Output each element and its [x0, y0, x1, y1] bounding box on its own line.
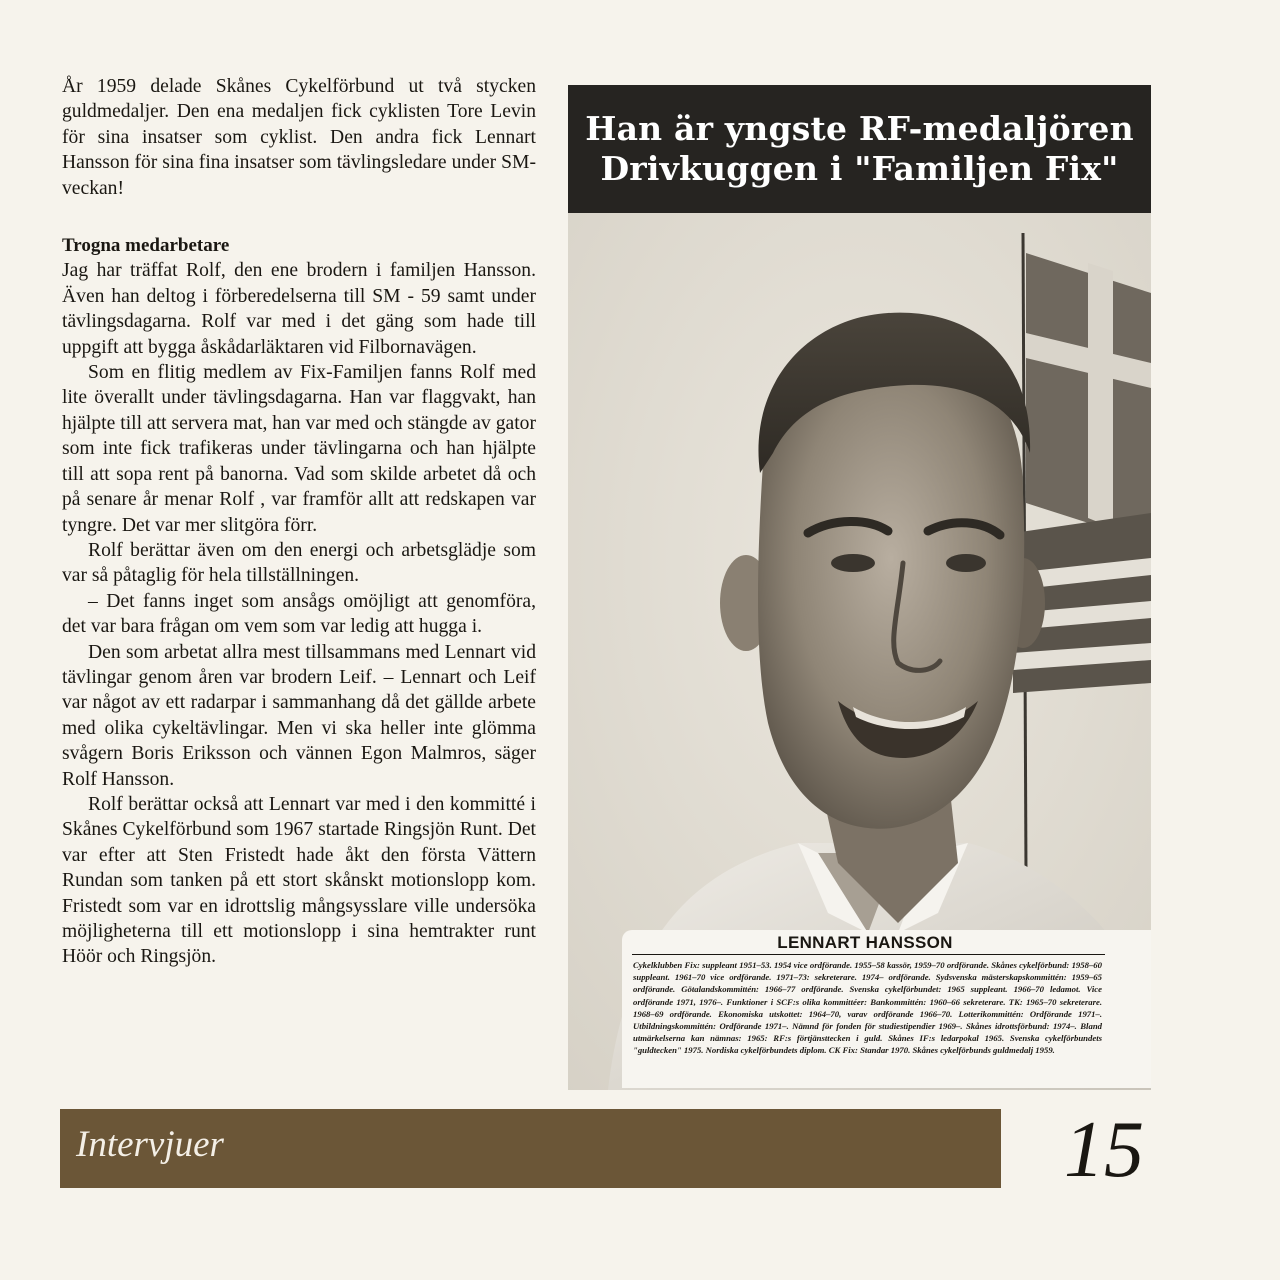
- caption-body: Cykelklubben Fix: suppleant 1951–53. 1954 vice ordförande. 1955–58 kassör, 1959–70 ordförande. Skånes cykelförbund: 1958–60 suppleant. 1961–70 vice ordförande. 1971–73: sekreterare. 1974– ordförande. Sydsvenska mästerskapskommittén: 1959–65 ordförande. Götalandskommittén: 1966–77 ordförande. Svenska cykelförbundet: 1965 suppleant. 1966–70 ledamot. Vice ordförande 1971, 1976–. Funktioner i SCF:s olika kommittéer: Bankommittén: 1960–66 sekreterare. TK: 1965–70 sekreterare. 1968–69 ordförande. Ekonomiska utskottet: 1964–70, varav ordförande 1966–70. Lotterikommittén: Ordförande 1971–. Utbildningskommittén: Ordförande 1971–. Nämnd för fonden för studiestipendier 1969–. Skånes idrottsförbund: 1974–. Bland utmärkelserna kan nämnas: 1965: RF:s förtjänsttecken i guld. Skånes IF:s ledarpokal 1965. Svenska cykelförbundets "guldtecken" 1975. Nordiska cykelförbundets diplom. CK Fix: Standar 1970. Skånes cykelförbunds guldmedalj 1959.: [633, 960, 1102, 1056]
- article-text-column: [62, 74, 536, 970]
- article-paragraph: – Det fanns inget som ansågs omöjligt att genomföra, det var bara frågan om vem som var ledig att hugga i.: [62, 590, 536, 638]
- headline-line-2: Drivkuggen i "Familjen Fix": [600, 149, 1119, 188]
- article-paragraph: Rolf berättar även om den energi och arbetsglädje som var så påtaglig för hela tillställningen.: [62, 539, 536, 587]
- caption-title: LENNART HANSSON: [777, 933, 953, 952]
- page-number: 15: [1064, 1106, 1144, 1194]
- article-paragraph: Rolf berättar också att Lennart var med i den kommitté i Skånes Cykelförbund som 1967 startade Ringsjön Runt. Det var efter att Sten Fristedt hade åkt den första Vättern Rundan som tanken på ett stort skånskt motionslopp kom. Fristedt som var en idrottslig mångsysslare ville undersöka möjligheterna till ett motionslopp i sina hemtrakter runt Höör och Ringsjön.: [62, 793, 536, 968]
- section-label: Intervjuer: [76, 1124, 224, 1165]
- caption-divider: [632, 954, 1105, 955]
- headline-line-1: Han är yngste RF-medaljören: [585, 109, 1134, 148]
- article-paragraph: Som en flitig medlem av Fix-Familjen fanns Rolf med lite överallt under tävlingsdagarna. Han var flaggvakt, han hjälpte till att servera mat, han var med och stängde av gator som inte fick trafikeras under tävlingarna och han hjälpte till att sopa rent på banorna. Vad som skilde arbetet då och på senare år menar Rolf , var framför allt att redskapen var tyngre. Det var mer slitgöra förr.: [62, 362, 536, 536]
- bio-caption-box: [622, 930, 1151, 1088]
- article-subheading: Trogna medarbetare: [62, 235, 230, 257]
- article-paragraph: Jag har träffat Rolf, den ene brodern i familjen Hansson. Även han deltog i förberedelserna till SM - 59 samt under tävlingsdagarna. Rolf var med i det gäng som hade till uppgift att bygga åskådarläktaren vid Filbornavägen.: [62, 260, 536, 358]
- article-paragraph: År 1959 delade Skånes Cykelförbund ut två stycken guldmedaljer. Den ena medaljen fick cyklisten Tore Levin för sina insatser som cyklist. Den andra fick Lennart Hansson för sina fina insatser som tävlingsledare under SM-veckan!: [62, 76, 536, 199]
- article-paragraph: Den som arbetat allra mest tillsammans med Lennart vid tävlingar genom åren var brodern Leif. – Lennart och Leif var något av ett radarpar i sammanhang då det gällde arbete med olika cykeltävlingar. Men vi ska heller inte glömma svågern Boris Eriksson och vännen Egon Malmros, säger Rolf Hansson.: [62, 641, 536, 790]
- eye-right: [946, 554, 986, 572]
- section-footer-band: [60, 1109, 1001, 1188]
- portrait-panel: [568, 85, 1151, 1090]
- panel-headline: [568, 85, 1151, 213]
- eye-left: [831, 554, 875, 572]
